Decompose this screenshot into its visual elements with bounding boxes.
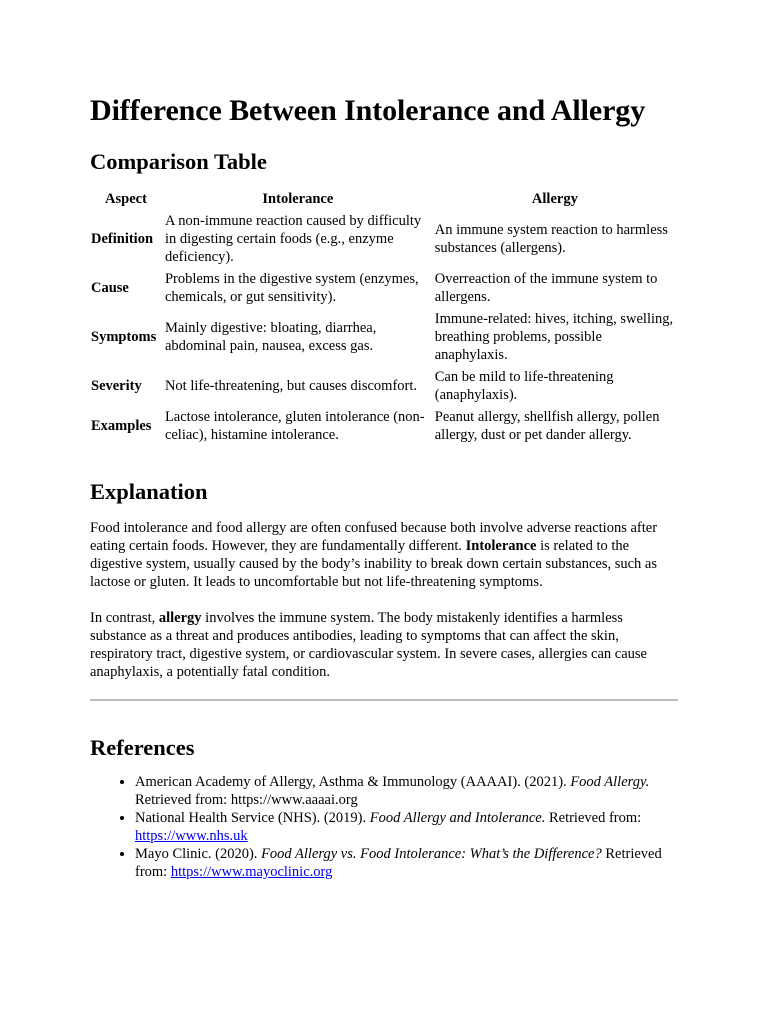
paragraph-text: In contrast, xyxy=(90,610,159,626)
row-intolerance: Not life-threatening, but causes discomfort. xyxy=(164,378,418,394)
paragraph-text: is related to the digestive system, usually caused by the body’s inability to break down certain substances, such as lactose or gluten. It leads to uncomfortable but not life-threatening symptoms. xyxy=(90,538,657,590)
row-aspect: Severity xyxy=(91,378,142,394)
comparison-heading: Comparison Table xyxy=(90,149,267,174)
row-allergy: Immune-related: hives, itching, swelling, breathing problems, possible anaphylaxis. xyxy=(434,311,674,363)
row-allergy: Can be mild to life-threatening (anaphylaxis). xyxy=(434,369,614,403)
reference-item xyxy=(135,809,678,845)
paragraph-text: Food intolerance and food allergy are often confused because both involve adverse reactions after eating certain foods. However, they are fundamentally different. xyxy=(90,520,658,554)
page-title: Difference Between Intolerance and Allergy xyxy=(90,94,646,127)
reference-link[interactable]: https://www.nhs.uk xyxy=(135,828,248,844)
row-intolerance: Problems in the digestive system (enzymes, chemicals, or gut sensitivity). xyxy=(164,271,419,305)
bold-term-allergy: allergy xyxy=(158,610,202,626)
reference-link[interactable]: https://www.mayoclinic.org xyxy=(170,864,333,880)
row-intolerance: Lactose intolerance, gluten intolerance (non-celiac), histamine intolerance. xyxy=(164,409,425,443)
references-heading: References xyxy=(90,735,195,760)
header-aspect: Aspect xyxy=(105,191,147,207)
reference-author: Mayo Clinic. (2020). xyxy=(135,846,262,862)
row-intolerance: A non-immune reaction caused by difficulty in digesting certain foods (e.g., enzyme deficiency). xyxy=(164,213,422,265)
reference-retrieved: Retrieved from: xyxy=(135,846,662,880)
reference-title: Food Allergy. xyxy=(570,774,650,790)
row-aspect: Examples xyxy=(91,418,152,434)
table-row xyxy=(90,367,676,405)
row-aspect: Cause xyxy=(91,280,129,296)
reference-title: Food Allergy vs. Food Intolerance: What’s the Difference? xyxy=(261,846,602,862)
row-allergy: Peanut allergy, shellfish allergy, pollen allergy, dust or pet dander allergy. xyxy=(434,409,660,443)
table-row xyxy=(90,407,676,445)
row-aspect: Definition xyxy=(91,231,154,247)
comparison-table xyxy=(88,187,678,447)
table-row xyxy=(90,309,676,365)
bold-term-intolerance: Intolerance xyxy=(465,538,537,554)
reference-title: Food Allergy and Intolerance. xyxy=(369,810,546,826)
references-list xyxy=(90,773,678,881)
header-allergy: Allergy xyxy=(531,191,578,207)
reference-author: National Health Service (NHS). (2019). xyxy=(135,810,370,826)
reference-retrieved: Retrieved from: xyxy=(135,792,231,808)
explanation-paragraph-1 xyxy=(90,519,678,591)
document-page xyxy=(90,0,678,881)
reference-url: https://www.aaaai.org xyxy=(230,792,358,808)
row-aspect: Symptoms xyxy=(91,329,157,345)
header-intolerance: Intolerance xyxy=(262,191,334,207)
reference-retrieved: Retrieved from: xyxy=(545,810,642,826)
reference-item xyxy=(135,845,678,881)
row-allergy: An immune system reaction to harmless substances (allergens). xyxy=(434,222,668,256)
explanation-paragraph-2 xyxy=(90,609,678,681)
section-divider xyxy=(90,699,678,701)
reference-item xyxy=(135,773,678,809)
explanation-heading: Explanation xyxy=(90,479,208,504)
table-header-row xyxy=(90,189,676,209)
table-row xyxy=(90,211,676,267)
table-row xyxy=(90,269,676,307)
paragraph-text: involves the immune system. The body mistakenly identifies a harmless substance as a threat and produces antibodies, leading to symptoms that can affect the skin, respiratory tract, digestive system, or cardiovascular system. In severe cases, allergies can cause anaphylaxis, a potentially fatal condition. xyxy=(90,610,647,680)
reference-author: American Academy of Allergy, Asthma & Immunology (AAAAI). (2021). xyxy=(135,774,571,790)
row-intolerance: Mainly digestive: bloating, diarrhea, abdominal pain, nausea, excess gas. xyxy=(164,320,377,354)
row-allergy: Overreaction of the immune system to allergens. xyxy=(434,271,658,305)
